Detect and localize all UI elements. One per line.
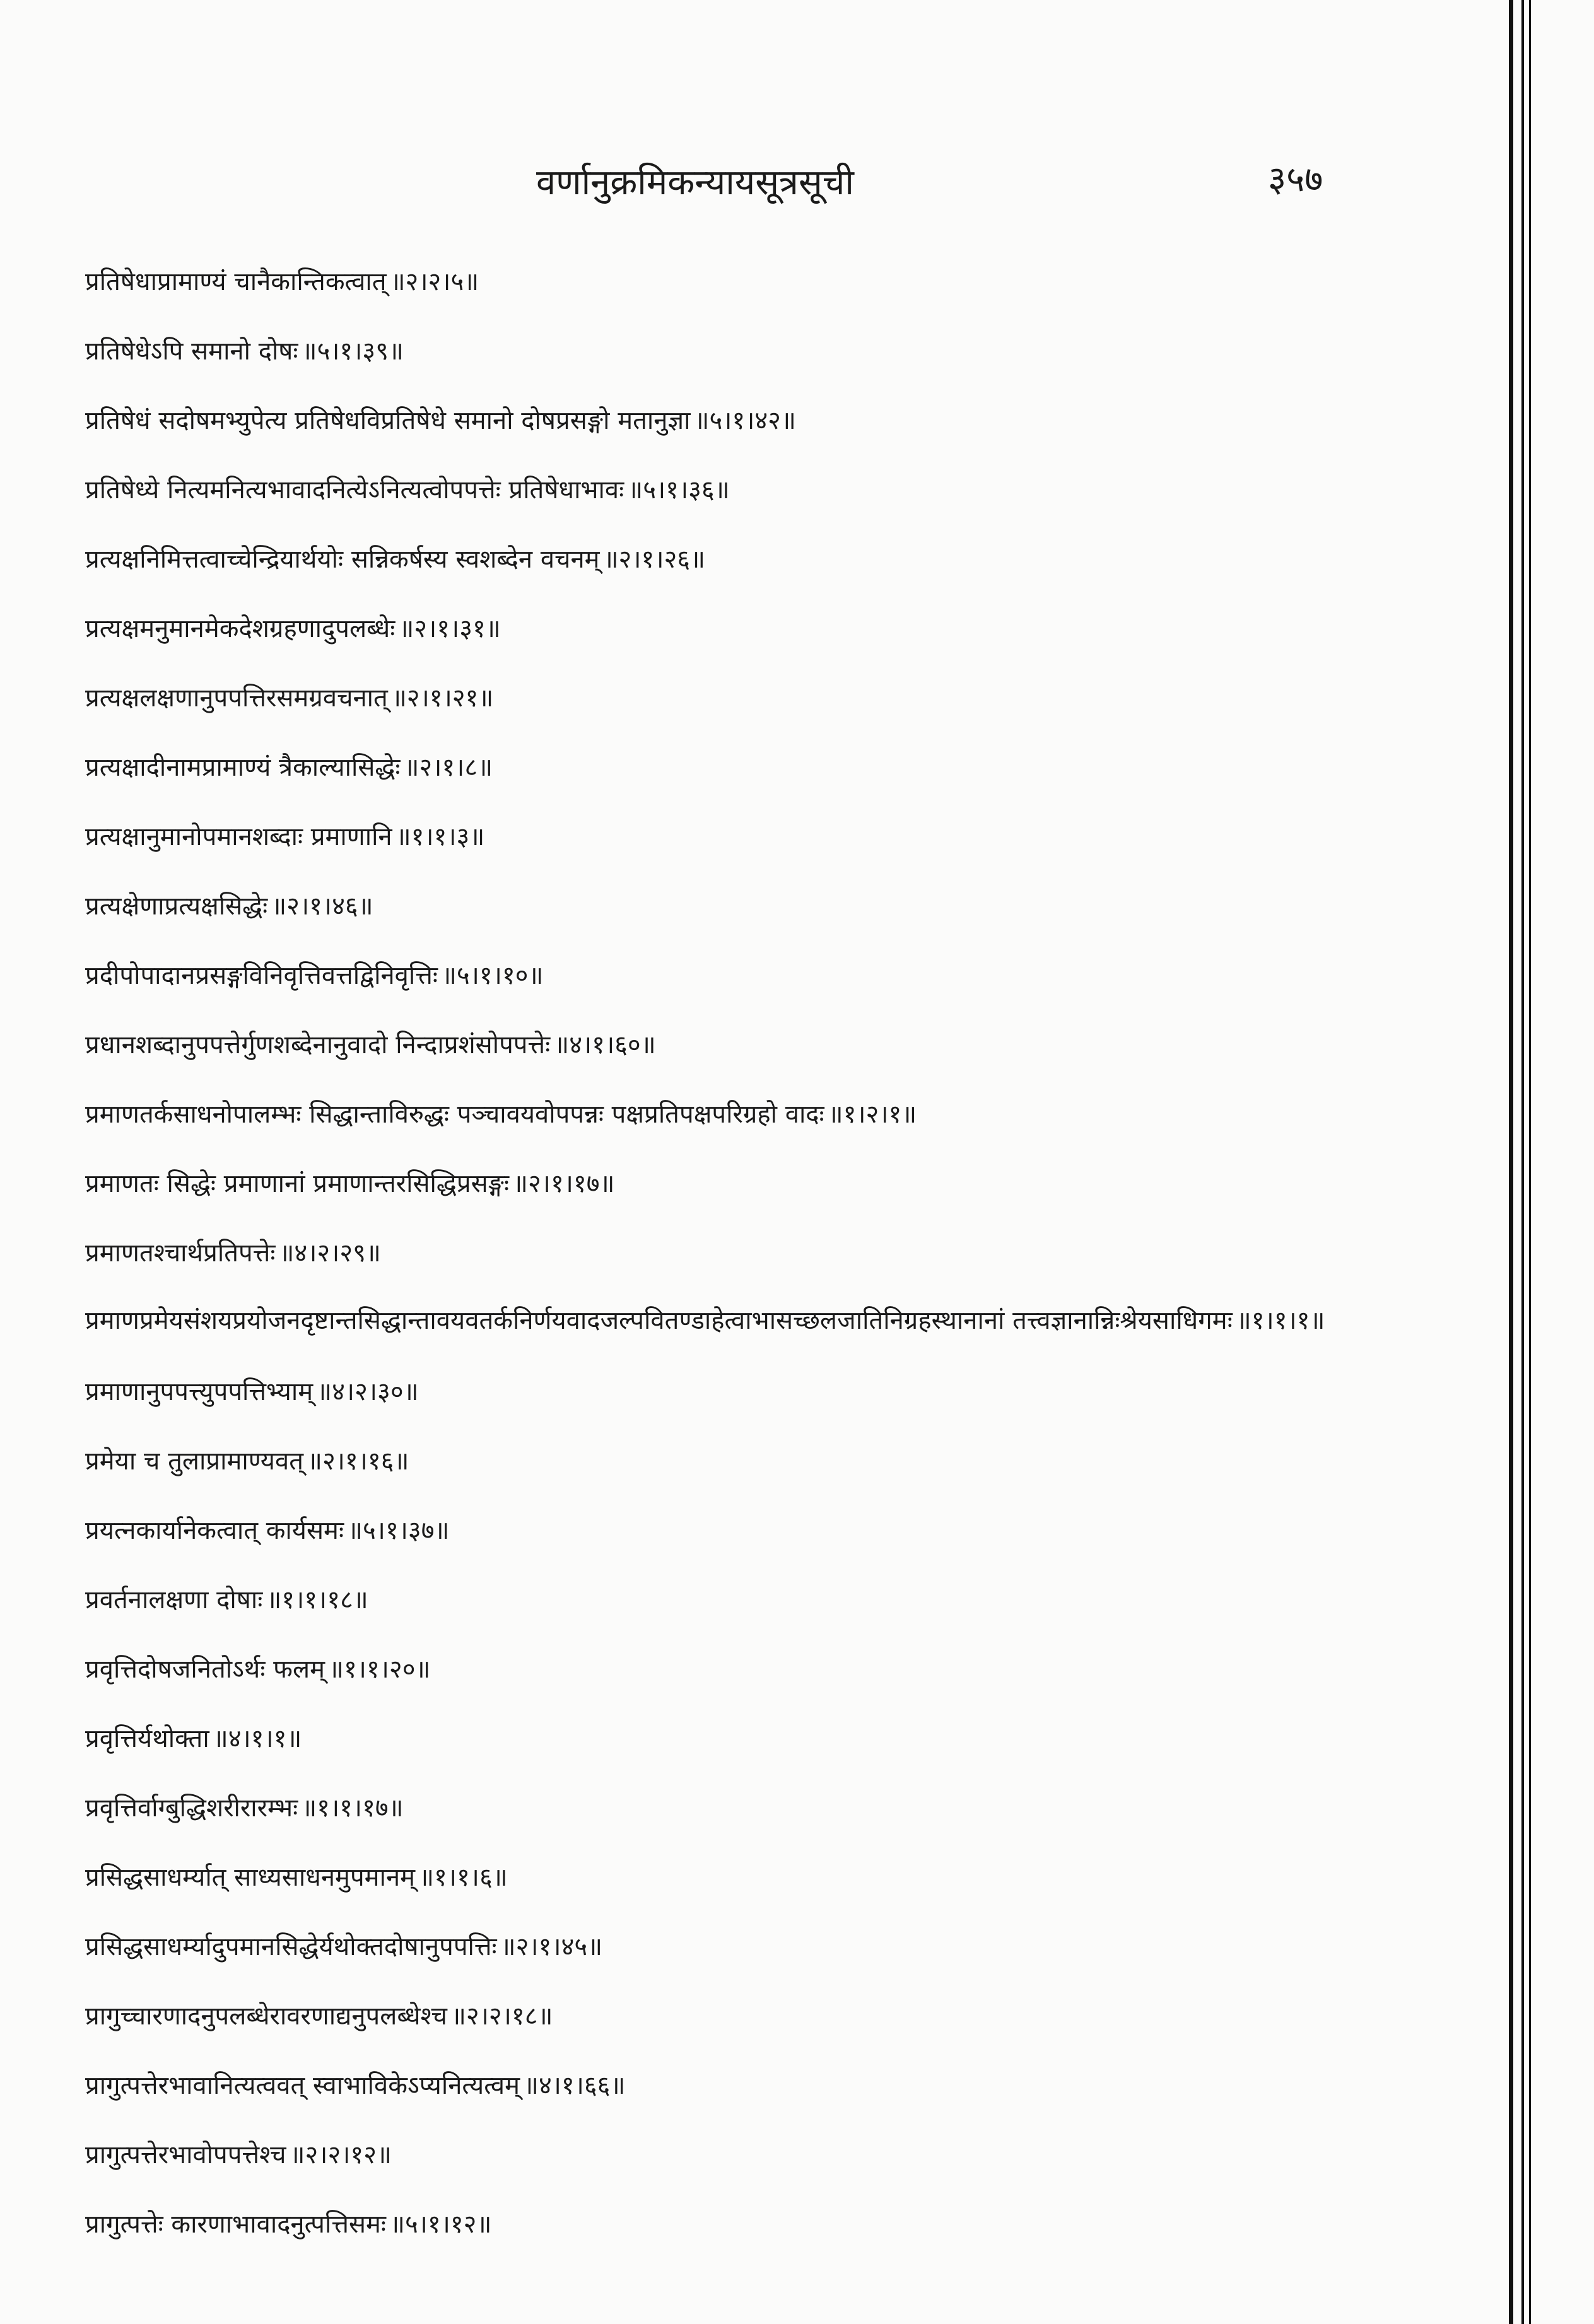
list-item [85,317,1441,386]
list-item [85,1218,1441,1288]
sutra-index-list [85,247,1441,2259]
list-item [85,594,1441,663]
sutra-reference: ॥१।१।१८॥ [266,1585,368,1615]
sutra-text: प्रदीपोपादानप्रसङ्गविनिवृत्तिवत्तद्विनिवृत्तिः [85,961,438,990]
sutra-reference: ॥४।२।२९॥ [279,1239,381,1268]
sutra-reference: ॥२।१।८॥ [404,753,493,782]
sutra-text: प्रत्यक्षेणाप्रत्यक्षसिद्धेः [85,892,268,921]
sutra-text: प्रागुत्पत्तेः कारणाभावादनुत्पत्तिसमः [85,2210,386,2239]
list-item [85,1982,1441,2051]
sutra-text: प्रधानशब्दानुपपत्तेर्गुणशब्देनानुवादो निन्दाप्रशंसोपपत्तेः [85,1031,551,1060]
list-item [85,525,1441,594]
sutra-reference: ॥२।२।५॥ [390,267,479,296]
sutra-reference: ॥१।१।१॥ [1236,1306,1325,1335]
list-item [85,872,1441,941]
sutra-reference: ॥१।१।३॥ [396,822,485,851]
sutra-reference: ॥१।१।६॥ [419,1863,508,1892]
list-item [85,1565,1441,1635]
page-number: ३५७ [1268,159,1323,200]
sutra-reference: ॥२।२।१२॥ [290,2140,392,2169]
sutra-reference: ॥५।१।१०॥ [441,961,544,990]
sutra-text: प्रमाणानुपपत्त्युपपत्तिभ्याम् [85,1377,314,1406]
sutra-reference: ॥२।१।२१॥ [391,684,494,713]
sutra-text: प्रतिषेधं सदोषमभ्युपेत्य प्रतिषेधविप्रतिषेधे समानो दोषप्रसङ्गो मतानुज्ञा [85,406,691,435]
sutra-reference: ॥२।१।१६॥ [307,1447,409,1476]
sutra-reference: ॥५।१।३९॥ [302,337,404,366]
list-item [85,802,1441,872]
sutra-text: प्रागुत्पत्तेरभावोपपत्तेश्च [85,2140,286,2169]
list-item [85,1635,1441,1704]
list-item [85,1496,1441,1565]
sutra-text: प्रमाणतः सिद्धेः प्रमाणानां प्रमाणान्तरसिद्धिप्रसङ्गः [85,1169,510,1198]
sutra-text: प्रागुच्चारणादनुपलब्धेरावरणाद्यनुपलब्धेश्च [85,2002,447,2031]
sutra-text: प्रमाणतश्चार्थप्रतिपत्तेः [85,1239,276,1268]
list-item [85,1912,1441,1982]
page-edge-line [1509,0,1513,2324]
sutra-reference: ॥२।१।३१॥ [399,614,501,643]
sutra-text: प्रसिद्धसाधर्म्यात् साध्यसाधनमुपमानम् [85,1863,416,1892]
list-item [85,1773,1441,1843]
sutra-text: प्रसिद्धसाधर्म्यादुपमानसिद्धेर्यथोक्तदोषानुपपत्तिः [85,1932,497,1961]
list-item [85,941,1441,1010]
sutra-reference: ॥५।१।३६॥ [628,476,730,505]
sutra-text: प्रवृत्तिर्वाग्बुद्धिशरीरारम्भः [85,1794,298,1823]
sutra-text: प्रमेया च तुलाप्रामाण्यवत् [85,1447,303,1476]
list-item [85,733,1441,802]
sutra-reference: ॥५।१।४२॥ [694,406,796,435]
sutra-reference: ॥२।१।२६॥ [603,545,706,574]
sutra-text: प्रत्यक्षादीनामप्रामाण्यं त्रैकाल्यासिद्धेः [85,753,401,782]
sutra-reference: ॥१।२।१॥ [828,1100,917,1129]
sutra-text: प्रागुत्पत्तेरभावानित्यत्ववत् स्वाभाविकेऽप्यनित्यत्वम् [85,2071,520,2100]
sutra-reference: ॥२।१।४५॥ [500,1932,603,1961]
sutra-reference: ॥४।२।३०॥ [317,1377,419,1406]
sutra-text: प्रत्यक्षानुमानोपमानशब्दाः प्रमाणानि [85,822,392,851]
sutra-reference: ॥२।१।१७॥ [513,1169,615,1198]
list-item [85,2190,1441,2259]
sutra-text: प्रवर्तनालक्षणा दोषाः [85,1585,263,1615]
sutra-text: प्रवृत्तिदोषजनितोऽर्थः फलम् [85,1655,325,1684]
list-item [85,1149,1441,1218]
sutra-text: प्रमाणप्रमेयसंशयप्रयोजनदृष्टान्तसिद्धान्तावयवतर्कनिर्णयवादजल्पवितण्डाहेत्वाभासच्छलजातिनिग्रहस्थानानां तत्त्वज्ञानान्निःश्रेयसाधिगमः [85,1306,1233,1335]
list-item [85,1288,1441,1357]
sutra-reference: ॥४।१।६६॥ [524,2071,626,2100]
list-item [85,247,1441,317]
sutra-text: प्रवृत्तिर्यथोक्ता [85,1724,209,1753]
list-item [85,1704,1441,1773]
list-item [85,663,1441,733]
sutra-text: प्रमाणतर्कसाधनोपालम्भः सिद्धान्ताविरुद्धः पञ्चावयवोपपन्नः पक्षप्रतिपक्षपरिग्रहो वादः [85,1100,824,1129]
sutra-reference: ॥५।१।३७॥ [348,1516,450,1545]
sutra-text: प्रत्यक्षलक्षणानुपपत्तिरसमग्रवचनात् [85,684,388,713]
page-edge-line [1521,0,1524,2324]
list-item [85,1010,1441,1080]
list-item [85,455,1441,525]
sutra-text: प्रत्यक्षमनुमानमेकदेशग्रहणादुपलब्धेः [85,614,396,643]
list-item [85,386,1441,455]
list-item [85,2051,1441,2120]
list-item [85,1427,1441,1496]
sutra-reference: ॥४।१।६०॥ [554,1031,656,1060]
sutra-text: प्रतिषेधेऽपि समानो दोषः [85,337,298,366]
list-item [85,1843,1441,1912]
sutra-text: प्रतिषेध्ये नित्यमनित्यभावादनित्येऽनित्यत्वोपपत्तेः प्रतिषेधाभावः [85,476,624,505]
list-item [85,2120,1441,2190]
sutra-reference: ॥४।१।१॥ [213,1724,302,1753]
sutra-text: प्रतिषेधाप्रामाण्यं चानैकान्तिकत्वात् [85,267,387,296]
sutra-reference: ॥१।१।२०॥ [329,1655,431,1684]
list-item [85,1080,1441,1149]
sutra-text: प्रत्यक्षनिमित्तत्वाच्चेन्द्रियार्थयोः सन्निकर्षस्य स्वशब्देन वचनम् [85,545,600,574]
sutra-reference: ॥२।२।१८॥ [450,2002,553,2031]
sutra-text: प्रयत्नकार्यानेकत्वात् कार्यसमः [85,1516,344,1545]
sutra-reference: ॥२।१।४६॥ [271,892,373,921]
sutra-reference: ॥५।१।१२॥ [390,2210,492,2239]
sutra-reference: ॥१।१।१७॥ [302,1794,404,1823]
page-title: वर्णानुक्रमिकन्यायसूत्रसूची [536,162,854,203]
list-item [85,1357,1441,1427]
page-edge-line [1529,0,1531,2324]
